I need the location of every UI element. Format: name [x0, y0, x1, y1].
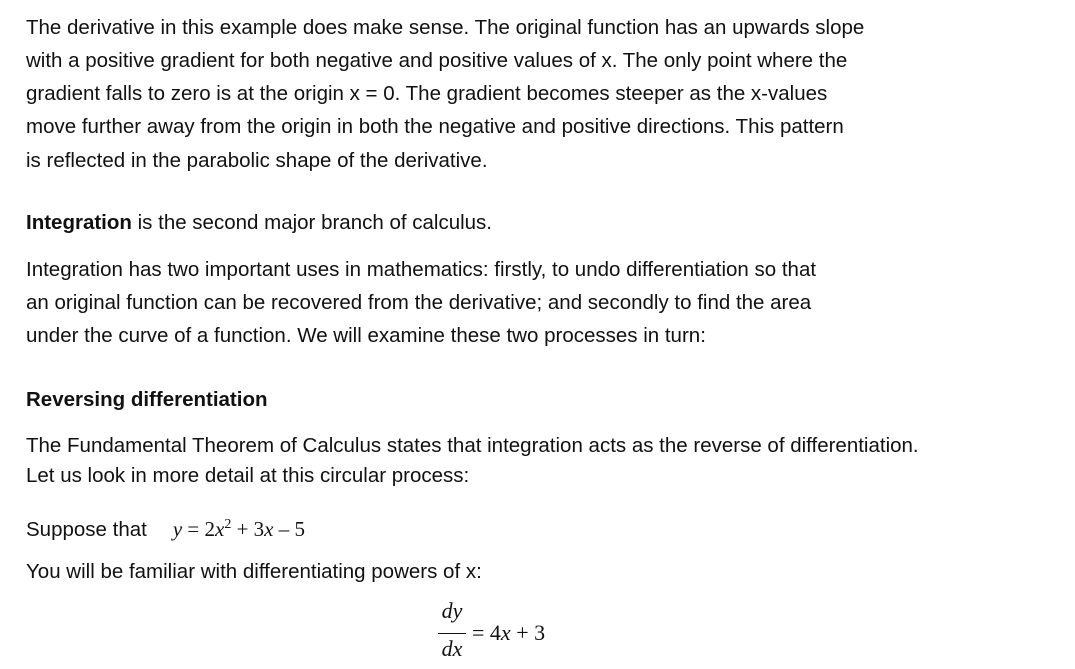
equation-y: $y = 2x^2 + 3x - 5$: [172, 517, 305, 541]
text-line: is reflected in the parabolic shape of the derivative.: [26, 149, 488, 172]
text-line: Integration has two important uses in mathematics: firstly, to undo differentiation so that: [26, 258, 817, 281]
text-line: an original function can be recovered from the derivative; and secondly to find the area: [26, 291, 812, 314]
text-line: with a positive gradient for both negative and positive values of x. The only point where the: [26, 49, 848, 72]
suppose-line: [26, 508, 305, 546]
fraction-numerator: dy: [441, 598, 463, 623]
text-line: The derivative in this example does make sense. The original function has an upwards slope: [26, 16, 865, 39]
suppose-label: Suppose that: [26, 518, 147, 541]
fraction-denominator: dx: [441, 636, 463, 661]
text-line: under the curve of a function. We will examine these two processes in turn:: [26, 324, 706, 347]
derivative-rhs: = 4x + 3: [472, 620, 546, 645]
integration-intro-text: is the second major branch of calculus.: [131, 211, 492, 234]
text-line: Let us look in more detail at this circular process:: [26, 464, 470, 487]
familiar-line: You will be familiar with differentiating powers of x:: [26, 560, 482, 583]
text-line: move further away from the origin in both the negative and positive directions. This pattern: [26, 115, 844, 138]
integration-term: Integration: [26, 211, 132, 234]
text-line: gradient falls to zero is at the origin x = 0. The gradient becomes steeper as the x-values: [26, 82, 828, 105]
fraction-bar: [438, 633, 466, 634]
text-line: The Fundamental Theorem of Calculus states that integration acts as the reverse of differentiation.: [26, 434, 919, 457]
integration-intro: [26, 206, 492, 239]
section-heading: Reversing differentiation: [26, 388, 268, 411]
